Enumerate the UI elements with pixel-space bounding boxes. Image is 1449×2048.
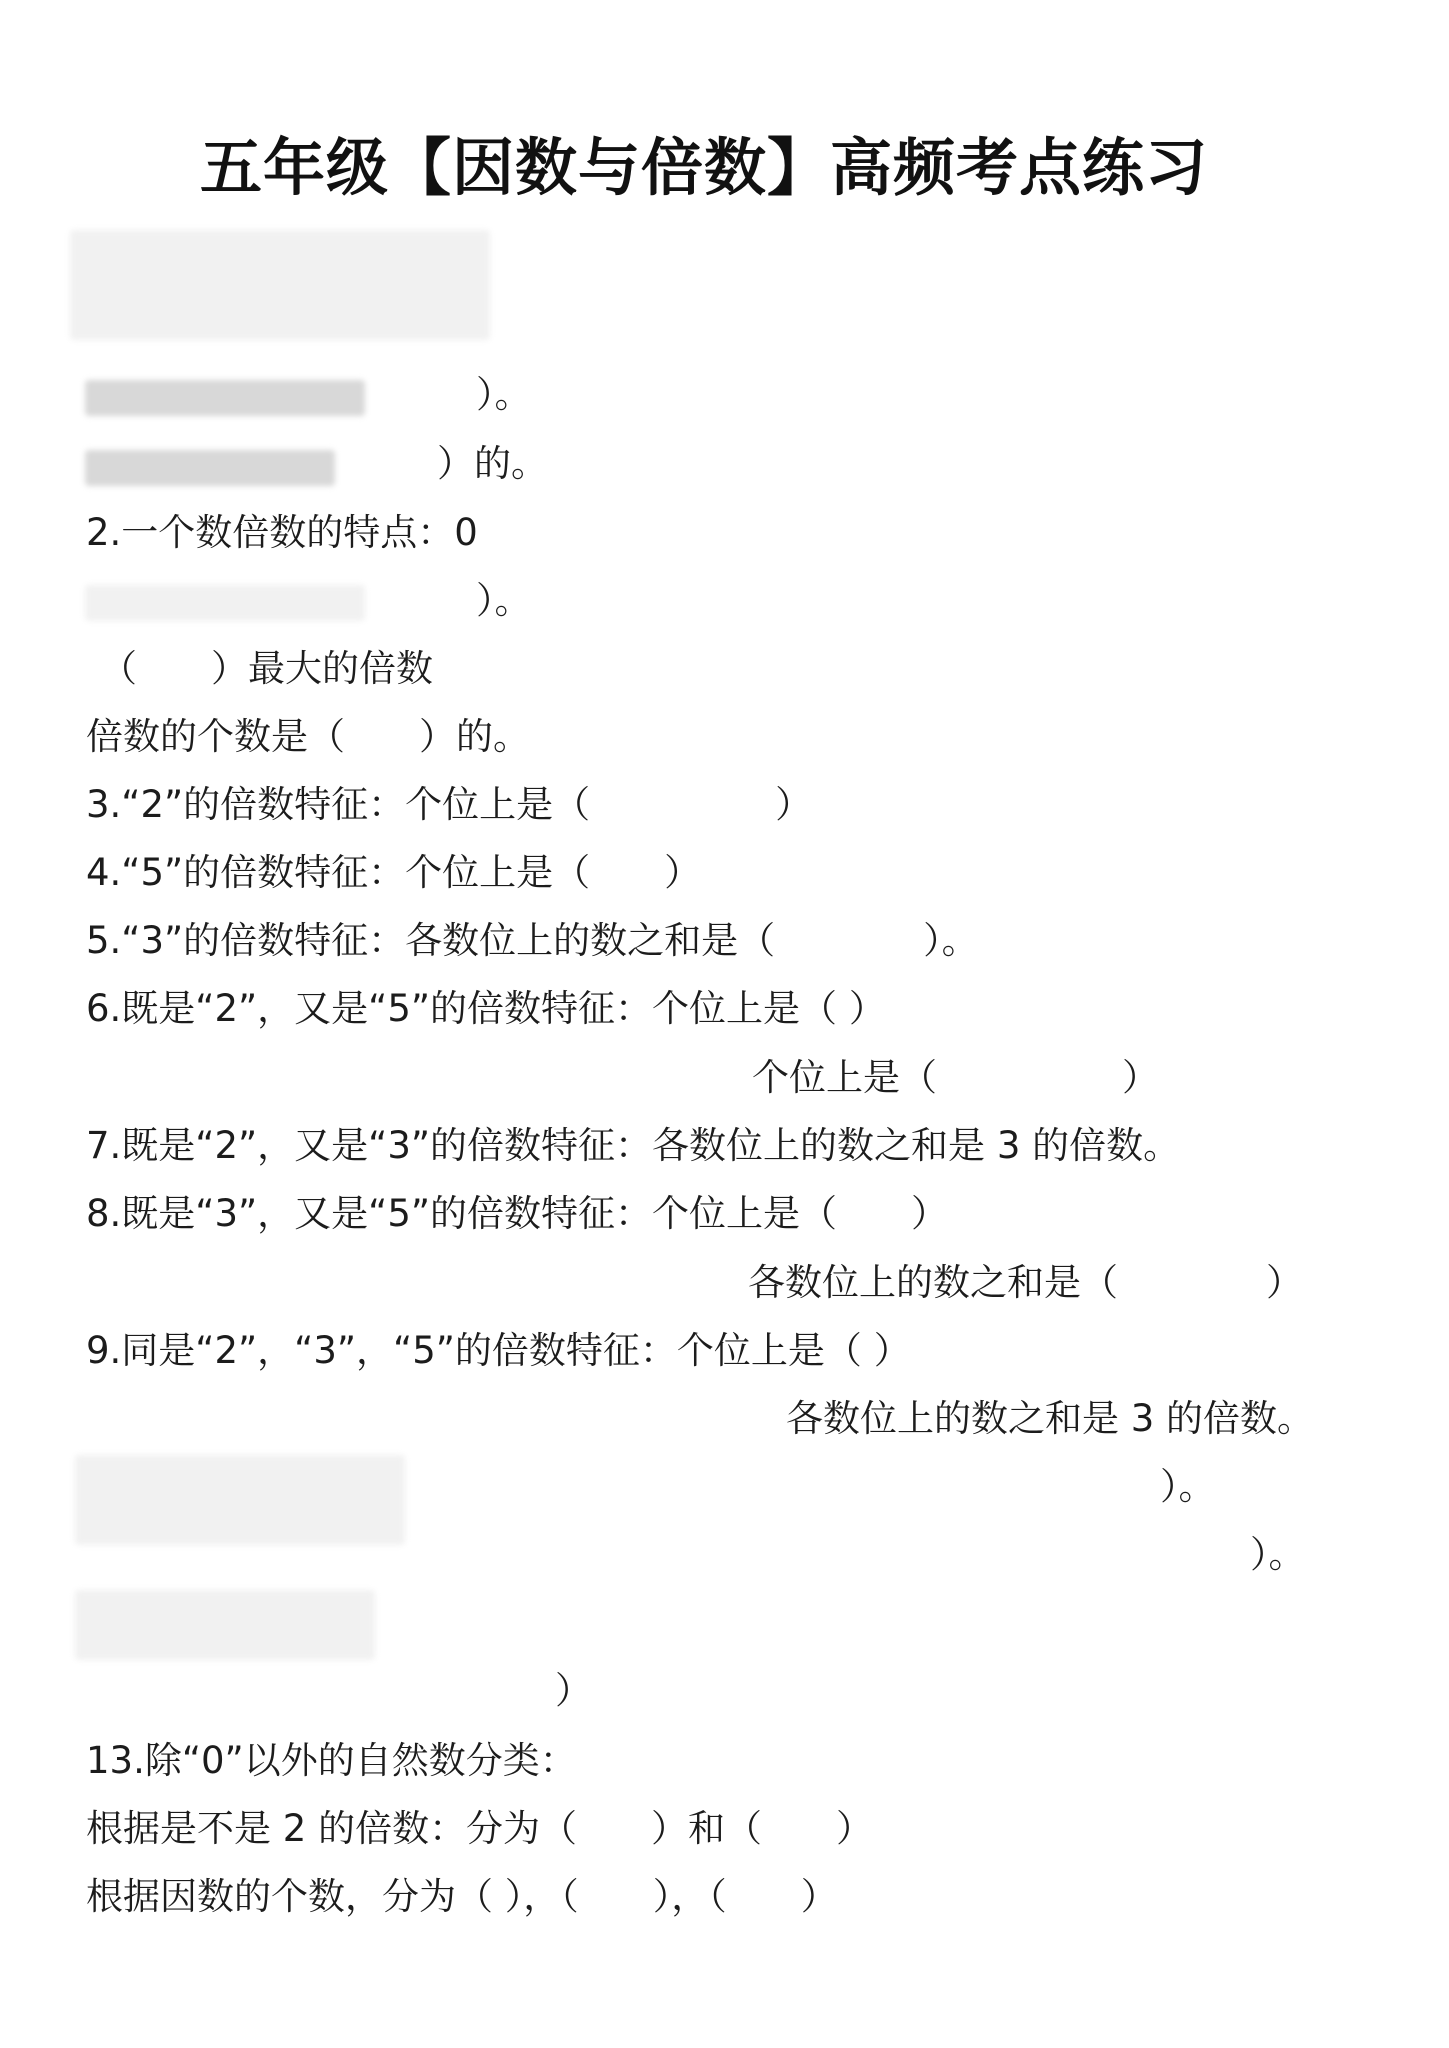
item-9-second-line: 各数位上的数之和是 3 的倍数。 [786, 1397, 1315, 1440]
item-9-text: 9.同是“2”，“3”，“5”的倍数特征：个位上是（ ） [86, 1329, 911, 1372]
redacted-text [85, 380, 365, 416]
item-4-text: 4.“5”的倍数特征：个位上是（ ） [86, 851, 702, 894]
blank-line-5: ）。 [1250, 1533, 1306, 1576]
page-title: 五年级【因数与倍数】高频考点练习 [200, 131, 1209, 204]
item-8-second-line: 各数位上的数之和是（ ） [748, 1261, 1303, 1304]
redacted-text [85, 585, 365, 621]
item-2-max-multiple: （ ）最大的倍数 [100, 647, 433, 690]
blank-line-2: ）的。 [437, 442, 548, 485]
item-5-text: 5.“3”的倍数特征：各数位上的数之和是（ ）。 [86, 919, 979, 962]
blank-line-1: ）。 [476, 373, 532, 416]
redacted-region [75, 1455, 405, 1545]
blank-line-6: ） [555, 1669, 592, 1712]
blank-line-4: ）。 [1160, 1465, 1216, 1508]
item-13-factor-count: 根据因数的个数，分为（ ），（ ），（ ） [86, 1875, 838, 1918]
redacted-region [70, 230, 490, 340]
item-13-text: 13.除“0”以外的自然数分类： [86, 1739, 577, 1782]
redacted-region [75, 1590, 375, 1660]
item-7-text: 7.既是“2”，又是“3”的倍数特征：各数位上的数之和是 3 的倍数。 [86, 1124, 1181, 1167]
item-13-even-odd: 根据是不是 2 的倍数：分为（ ）和（ ） [86, 1807, 874, 1850]
item-8-text: 8.既是“3”，又是“5”的倍数特征：个位上是（ ） [86, 1192, 949, 1235]
item-2-text: 2.一个数倍数的特点：0 [86, 511, 478, 554]
blank-line-3: ）。 [476, 579, 532, 622]
item-6-second-line: 个位上是（ ） [752, 1056, 1159, 1099]
redacted-text [85, 450, 335, 486]
item-3-text: 3.“2”的倍数特征：个位上是（ ） [86, 783, 813, 826]
item-6-text: 6.既是“2”，又是“5”的倍数特征：个位上是（ ） [86, 987, 886, 1030]
item-2-count: 倍数的个数是（ ）的。 [86, 715, 530, 758]
